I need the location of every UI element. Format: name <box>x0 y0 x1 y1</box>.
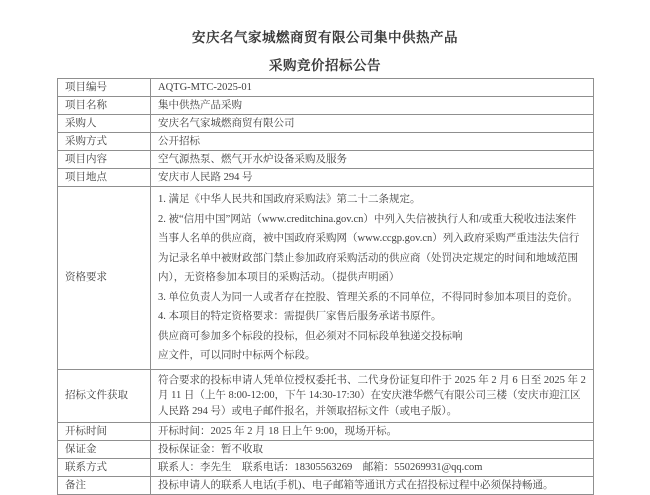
doc-title-line2: 采购竞价招标公告 <box>269 58 381 73</box>
announcement-table <box>57 78 594 495</box>
field-value-location: 安庆市人民路 294 号 <box>151 169 594 187</box>
table-row-remark <box>58 477 594 495</box>
field-label-project-number: 项目编号 <box>58 79 151 97</box>
field-value-doc-obtain: 符合要求的投标申请人凭单位授权委托书、二代身份证复印件于 2025 年 2 月 6 日至 2025 年 2 月 11 日（上午 8:00-12:00，下午 14:30-17:30）在安庆港华燃气有限公司三楼（安庆市迎江区人民路 294 号）或电子邮件报名，并领取招标文件（或电子版）。 <box>151 369 594 423</box>
qualification-paragraph-1: 1. 满足《中华人民共和国政府采购法》第二十二条规定。 <box>158 194 421 205</box>
table-row-location <box>58 169 594 187</box>
field-label-doc-obtain: 招标文件获取 <box>58 369 151 423</box>
field-value-qualification <box>151 187 594 370</box>
field-label-deposit: 保证金 <box>58 441 151 459</box>
table-row-project-number <box>58 79 594 97</box>
field-value-purchaser: 安庆名气家城燃商贸有限公司 <box>151 115 594 133</box>
field-value-project-name: 集中供热产品采购 <box>151 97 594 115</box>
table-row-content <box>58 151 594 169</box>
field-label-remark: 备注 <box>58 477 151 495</box>
qualification-paragraph-3: 3. 单位负责人为同一人或者存在控股、管理关系的不同单位，不得同时参加本项目的竞价。 <box>158 291 578 303</box>
table-row-open-time <box>58 423 594 441</box>
field-value-remark: 投标申请人的联系人电话(手机)、电子邮箱等通讯方式在招投标过程中必须保持畅通。 <box>151 477 594 495</box>
field-label-open-time: 开标时间 <box>58 423 151 441</box>
field-label-qualification: 资格要求 <box>58 187 151 370</box>
table-row-contact <box>58 459 594 477</box>
field-value-project-number: AQTG-MTC-2025-01 <box>151 79 594 97</box>
field-value-deposit: 投标保证金：暂不收取 <box>151 441 594 459</box>
doc-title-line1: 安庆名气家城燃商贸有限公司集中供热产品 <box>192 30 458 45</box>
table-row-purchaser <box>58 115 594 133</box>
field-label-location: 项目地点 <box>58 169 151 187</box>
field-label-content: 项目内容 <box>58 151 151 169</box>
field-value-content: 空气源热泵、燃气开水炉设备采购及服务 <box>151 151 594 169</box>
qualification-paragraph-6: 应文件，可以同时中标两个标段。 <box>158 350 316 361</box>
field-label-contact: 联系方式 <box>58 459 151 477</box>
qualification-paragraph-4: 4. 本项目的特定资格要求：需提供厂家售后服务承诺书原件。 <box>158 311 442 322</box>
table-row-method <box>58 133 594 151</box>
table-row-qualification <box>58 187 594 370</box>
field-value-method: 公开招标 <box>151 133 594 151</box>
qualification-paragraph-5: 供应商可参加多个标段的投标，但必须对不同标段单独递交投标响 <box>158 330 463 342</box>
field-label-project-name: 项目名称 <box>58 97 151 115</box>
field-label-purchaser: 采购人 <box>58 115 151 133</box>
table-row-deposit <box>58 441 594 459</box>
field-value-contact: 联系人：李先生 联系电话：18305563269 邮箱：550269931@qq.com <box>151 459 594 477</box>
table-row-project-name <box>58 97 594 115</box>
table-row-doc-obtain <box>58 369 594 423</box>
qualification-paragraph-2: 2. 被“信用中国”网站（www.creditchina.gov.cn）中列入失信被执行人和/或重大税收违法案件当事人名单的供应商，被中国政府采购网（www.ccgp.gov.cn）列入政府采购严重违法失信行为记录名单中被财政部门禁止参加政府采购活动的供应商（处罚决定规定的时间和地域范围内），无资格参加本项目的采购活动。（提供声明函） <box>158 213 580 283</box>
field-label-method: 采购方式 <box>58 133 151 151</box>
field-value-open-time: 开标时间：2025 年 2 月 18 日上午 9:00，现场开标。 <box>151 423 594 441</box>
